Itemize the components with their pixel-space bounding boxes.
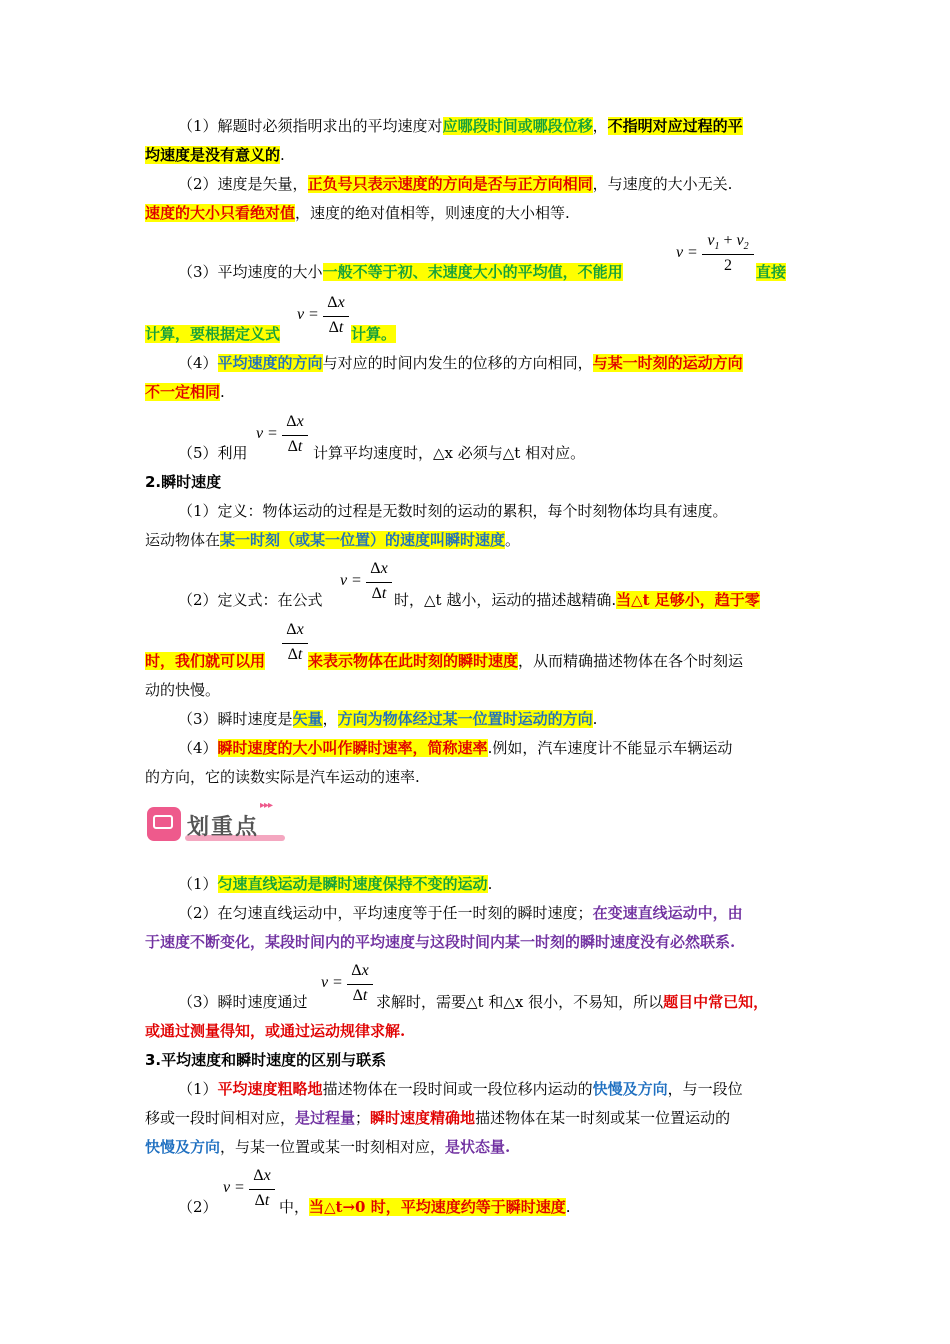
item-3-direct: 直接 bbox=[756, 263, 787, 281]
item-1-line-1: （1）解题时必须指明求出的平均速度对应哪段时间或哪段位移，不指明对应过程的平 bbox=[178, 117, 743, 135]
formula-numerator: Δx bbox=[351, 962, 369, 979]
section-2-heading: 2.瞬时速度 bbox=[145, 473, 222, 491]
item-1-line-2: 均速度是没有意义的. bbox=[145, 146, 285, 164]
s2-item-2-line-2-end: 来表示物体在此时刻的瞬时速度，从而精确描述物体在各个时刻运 bbox=[308, 652, 744, 670]
s2-item-4-line-1: （4）瞬时速度的大小叫作瞬时速率，简称速率.例如，汽车速度计不能显示车辆运动 bbox=[178, 739, 733, 757]
formula-velocity-definition-2: v = Δx Δt bbox=[256, 413, 316, 461]
kp-item-2-line-1: （2）在匀速直线运动中，平均速度等于任一时刻的瞬时速度；在变速直线运动中，由 bbox=[178, 904, 743, 922]
item-4-line-2: 不一定相同. bbox=[145, 383, 225, 401]
s3-item-1-line-2: 移或一段时间相对应，是过程量；瞬时速度精确地描述物体在某一时刻或某一位置运动的 bbox=[145, 1109, 731, 1127]
fraction-bar bbox=[366, 582, 392, 583]
item-3-line-2-end: 计算。 bbox=[351, 325, 397, 343]
fraction-bar bbox=[347, 984, 373, 985]
kp-item-1: （1）匀速直线运动是瞬时速度保持不变的运动. bbox=[178, 875, 493, 893]
formula-numerator: $v_1 + v_2$ bbox=[707, 232, 749, 253]
s3-item-2-line: 中，当△t→0 时，平均速度约等于瞬时速度. bbox=[279, 1198, 571, 1216]
formula-denominator: Δt bbox=[352, 987, 368, 1004]
formula-denominator: Δt bbox=[287, 646, 303, 663]
badge-label: 划重点 bbox=[187, 815, 260, 840]
kp-item-3-line-2: 或通过测量得知，或通过运动规律求解. bbox=[145, 1022, 406, 1040]
formula-average-of-endpoints: v = $v_1 + v_2$ 2 bbox=[676, 232, 756, 280]
arrows-icon: ▸▸▸ bbox=[260, 800, 273, 811]
s3-item-2-label: （2） bbox=[178, 1198, 218, 1216]
formula-denominator: Δt bbox=[254, 1192, 270, 1209]
item-4-line-1: （4）平均速度的方向与对应的时间内发生的位移的方向相同，与某一时刻的运动方向 bbox=[178, 354, 743, 372]
key-point-badge bbox=[147, 800, 290, 844]
item-3-line-1: （3）平均速度的大小一般不等于初、末速度大小的平均值，不能用 bbox=[178, 263, 623, 281]
kp-item-3-line-1-end: 求解时，需要△t 和△x 很小，不易知，所以题目中常已知， bbox=[376, 993, 769, 1011]
item-2-line-1: （2）速度是矢量，正负号只表示速度的方向是否与正方向相同，与速度的大小无关. bbox=[178, 175, 733, 193]
kp-item-3-line-1: （3）瞬时速度通过 bbox=[178, 993, 308, 1011]
s2-item-1-line-2: 运动物体在某一时刻（或某一位置）的速度叫瞬时速度。 bbox=[145, 531, 521, 549]
formula-velocity-definition-1: v = Δx Δt bbox=[297, 294, 357, 342]
formula-numerator: Δx bbox=[286, 621, 304, 638]
item-5-line-1-end: 计算平均速度时，△x 必须与△t 相对应。 bbox=[313, 444, 586, 462]
s2-item-1-line-1: （1）定义：物体运动的过程是无数时刻的运动的累积，每个时刻物体均具有速度。 bbox=[178, 502, 728, 520]
s3-item-1-line-1: （1）平均速度粗略地描述物体在一段时间或一段位移内运动的快慢及方向，与一段位 bbox=[178, 1080, 743, 1098]
formula-velocity-definition-3: v = Δx Δt bbox=[340, 560, 400, 608]
section-3-heading: 3.平均速度和瞬时速度的区别与联系 bbox=[145, 1051, 387, 1069]
fraction-bar bbox=[249, 1189, 275, 1190]
kp-item-2-line-2: 于速度不断变化，某段时间内的平均速度与这段时间内某一时刻的瞬时速度没有必然联系. bbox=[145, 933, 736, 951]
formula-denominator: Δt bbox=[287, 438, 303, 455]
formula-velocity-definition-5: v = Δx Δt bbox=[223, 1167, 283, 1215]
formula-velocity-definition-4: v = Δx Δt bbox=[321, 962, 381, 1010]
s2-item-2-line-1-end: 时，△t 越小，运动的描述越精确.当△t 足够小，趋于零 bbox=[394, 591, 760, 609]
item-5-line-1: （5）利用 bbox=[178, 444, 248, 462]
fraction-bar bbox=[282, 435, 308, 436]
formula-denominator: Δt bbox=[371, 585, 387, 602]
fraction-bar bbox=[702, 254, 754, 255]
formula-numerator: Δx bbox=[253, 1167, 271, 1184]
formula-numerator: Δx bbox=[286, 413, 304, 430]
formula-denominator: Δt bbox=[328, 319, 344, 336]
item-2-line-2: 速度的大小只看绝对值，速度的绝对值相等，则速度的大小相等. bbox=[145, 204, 570, 222]
formula-numerator: Δx bbox=[327, 294, 345, 311]
s2-item-2-line-2: 时，我们就可以用 bbox=[145, 652, 266, 670]
fraction-bar bbox=[282, 643, 308, 644]
s2-item-2-line-1: （2）定义式：在公式 bbox=[178, 591, 323, 609]
s2-item-4-line-2: 的方向，它的读数实际是汽车运动的速率. bbox=[145, 768, 420, 786]
s2-item-2-line-3: 动的快慢。 bbox=[145, 681, 221, 699]
battery-icon bbox=[147, 807, 181, 841]
fraction-bar bbox=[323, 316, 349, 317]
formula-numerator: Δx bbox=[370, 560, 388, 577]
s2-item-3: （3）瞬时速度是矢量，方向为物体经过某一位置时运动的方向. bbox=[178, 710, 598, 728]
s3-item-1-line-3: 快慢及方向，与某一位置或某一时刻相对应，是状态量. bbox=[145, 1138, 511, 1156]
item-3-line-2: 计算，要根据定义式 bbox=[145, 325, 281, 343]
